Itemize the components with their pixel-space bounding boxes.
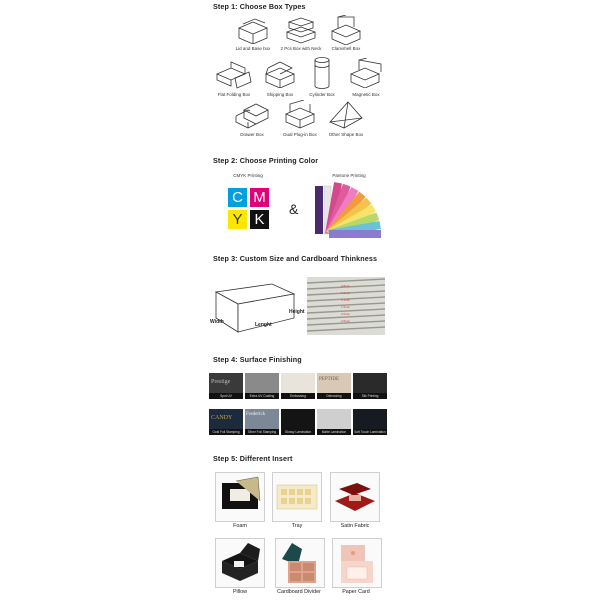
svg-text:1.2mm: 1.2mm <box>341 298 351 302</box>
cmyk-m: M <box>250 188 269 207</box>
drawer-box-icon <box>234 100 270 130</box>
finish-label: Glossy Lamination <box>281 429 315 435</box>
cmyk-k: K <box>250 210 269 229</box>
insert-paper-card-image <box>332 538 382 588</box>
finish-label: Spot UV <box>209 393 243 399</box>
insert-label: Paper Card <box>342 589 370 595</box>
box-label: 2 Pcs Box with Neck <box>280 46 322 51</box>
shipping-box-icon <box>262 60 298 88</box>
svg-text:2.0mm: 2.0mm <box>341 312 351 316</box>
box-label: Cylinder Box <box>309 92 335 97</box>
ampersand: & <box>289 201 299 217</box>
width-label: Width <box>210 319 224 325</box>
finish-extra-uv <box>245 373 279 399</box>
box-label: Drawer Box <box>240 132 264 137</box>
insert-label: Satin Fabric <box>340 523 370 529</box>
insert-label: Pillow <box>232 589 248 595</box>
step3-title: Step 3: Custom Size and Cardboard Thinkness <box>213 254 378 263</box>
step1-title: Step 1: Choose Box Types <box>213 2 306 11</box>
box-label: Clamshell Box <box>331 46 361 51</box>
box-label: Lid and Base box <box>235 46 271 51</box>
box-label: Shipping Box <box>266 92 294 97</box>
finish-label: Extra UV Coating <box>245 393 279 399</box>
cylinder-box-icon <box>312 56 332 90</box>
pantone-fan-image <box>313 182 385 238</box>
cmyk-swatch <box>226 185 272 235</box>
insert-label: Tray <box>291 523 303 529</box>
finish-soft-touch <box>353 409 387 435</box>
magnetic-box-icon <box>347 58 385 88</box>
svg-text:2.5mm: 2.5mm <box>341 319 351 323</box>
lid-base-box-icon <box>235 16 271 44</box>
svg-text:0.8mm: 0.8mm <box>341 284 351 288</box>
dual-plugin-box-icon <box>282 100 318 130</box>
finish-embossing <box>281 373 315 399</box>
insert-foam-image <box>215 472 265 522</box>
finish-label: Debossing <box>317 393 351 399</box>
clamshell-box-icon <box>328 15 364 45</box>
insert-pillow-image <box>215 538 265 588</box>
finish-label: Silver Foil Stamping <box>245 429 279 435</box>
flat-folding-box-icon <box>215 60 253 90</box>
insert-divider-image <box>275 538 325 588</box>
finish-glossy <box>281 409 315 435</box>
finish-gold-foil <box>209 409 243 435</box>
cmyk-c: C <box>228 188 247 207</box>
finish-label: Embossing <box>281 393 315 399</box>
finish-debossing <box>317 373 351 399</box>
box-label: Flat Folding Box <box>217 92 251 97</box>
step2-title: Step 2: Choose Printing Color <box>213 156 319 165</box>
cardboard-thickness-image <box>307 277 385 335</box>
step4-title: Step 4: Surface Finishing <box>213 355 302 364</box>
svg-text:1.0mm: 1.0mm <box>341 291 351 295</box>
step5-title: Step 5: Different Insert <box>213 454 293 463</box>
insert-tray-image <box>272 472 322 522</box>
finish-sample-text: CANDY <box>211 415 233 421</box>
finish-label: Silk Printing <box>353 393 387 399</box>
box-label: Magnetic Box <box>352 92 380 97</box>
finish-silk <box>353 373 387 399</box>
insert-label: Foam <box>233 523 247 529</box>
finish-label: Gold Foil Stamping <box>209 429 243 435</box>
length-label: Lenght <box>255 322 272 328</box>
cmyk-label: CMYK Printing <box>233 173 263 178</box>
finish-matte <box>317 409 351 435</box>
finish-spot-uv <box>209 373 243 399</box>
insert-satin-image <box>330 472 380 522</box>
box-label: Dual Plug-in Box <box>283 132 317 137</box>
insert-label: Cardboard Divider <box>277 589 321 595</box>
finish-label: Matte Lamination <box>317 429 351 435</box>
finish-sample-text: PEPTIDE <box>319 377 339 382</box>
other-shape-box-icon <box>328 100 364 130</box>
finish-label: Soft Touch Lamination <box>354 430 386 434</box>
finish-sample-text: Frederick <box>246 412 266 417</box>
svg-text:1.5mm: 1.5mm <box>341 305 351 309</box>
box-label: Other Shape Box <box>328 132 364 137</box>
neck-box-icon <box>283 16 319 44</box>
finish-sample-text: Prestige <box>211 379 231 385</box>
finish-silver-foil <box>245 409 279 435</box>
pantone-label: Pantone Printing <box>332 173 366 178</box>
cmyk-y: Y <box>228 210 247 229</box>
height-label: Height <box>289 309 305 315</box>
